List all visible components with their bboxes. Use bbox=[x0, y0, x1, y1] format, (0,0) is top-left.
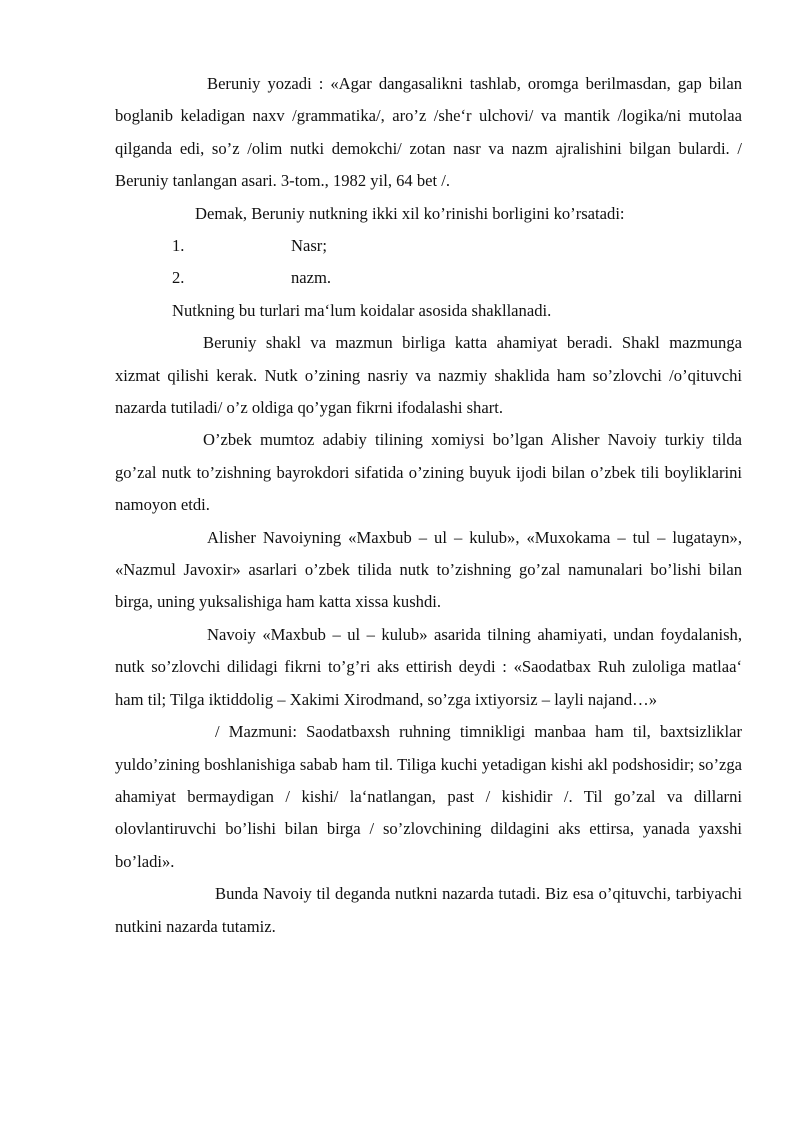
paragraph-shakl-mazmun: Beruniy shakl va mazmun birliga katta ahamiyat beradi. Shakl mazmunga xizmat qilishi kerak. Nutk o’zining nasriy va nazmiy shaklida ham so’zlovchi /o’qituvchi nazarda tutiladi/ o’z oldiga qo’ygan fikrni ifodalashi shart. bbox=[115, 333, 742, 418]
list-item-number: 2. bbox=[172, 268, 185, 288]
paragraph-ozbek-mumtoz: O’zbek mumtoz adabiy tilining xomiysi bo’lgan Alisher Navoiy turkiy tilda go’zal nutk to’zishning bayrokdori sifatida o’zining buyuk ijodi bilan o’zbek tili boyliklarini namoyon etdi. bbox=[115, 430, 742, 515]
list-item bbox=[115, 230, 742, 262]
paragraph-navoiy-asarlari: Alisher Navoiyning «Maxbub – ul – kulub», «Muxokama – tul – lugatayn», «Nazmul Javoxir» asarlari o’zbek tilida nutk to’zishning go’zal namunalari bo’lishi bilan birga, uning yuksalishiga ham katta xissa kushdi. bbox=[115, 527, 742, 612]
paragraph-bunda-navoiy: Bunda Navoiy til deganda nutkni nazarda tutadi. Biz esa o’qituvchi, tarbiyachi nutkini nazarda tutamiz. bbox=[115, 884, 742, 936]
list-item bbox=[115, 262, 742, 294]
paragraph-maxbub-ul-kulub: Navoiy «Maxbub – ul – kulub» asarida tilning ahamiyati, undan foydalanish, nutk so’zlovchi dilidagi fikrni to’g’ri aks ettirish deydi : «Saodatbax Ruh zuloliga matlaa‘ ham til; Tilga iktiddolig – Xakimi Xirodmand, so’zga ixtiyorsiz – layli najand…» bbox=[115, 624, 742, 709]
paragraph-demak: Demak, Beruniy nutkning ikki xil ko’rinishi borligini ko’rsatadi: bbox=[195, 203, 625, 223]
paragraph-nutk-turlari: Nutkning bu turlari ma‘lum koidalar asosida shakllanadi. bbox=[172, 300, 552, 320]
list-item-text: Nasr; bbox=[291, 236, 327, 256]
paragraph-mazmuni: / Mazmuni: Saodatbaxsh ruhning timnikligi manbaa ham til, baxtsizliklar yuldo’zining boshlanishiga sabab ham til. Tiliga kuchi yetadigan kishi akl podshosidir; so’zga ahamiyat bermaydigan / kishi/ la‘natlangan, past / kishidir /. Til go’zal va dillarni olovlantiruvchi bo’lishi bilan birga / so’zlovchining dildagini aks ettirsa, yanada yaxshi bo’ladi». bbox=[115, 722, 742, 871]
paragraph-beruniy-quote: Beruniy yozadi : «Agar dangasalikni tashlab, oromga berilmasdan, gap bilan boglanib keladigan naxv /grammatika/, aro’z /she‘r ulchovi/ va mantik /logika/ni mutolaa qilganda edi, so’z /olim nutki demokchi/ zotan nasr va nazm ajralishini bilgan bulardi. / Beruniy tanlangan asari. 3-tom., 1982 yil, 64 bet /. bbox=[115, 74, 742, 191]
list-item-text: nazm. bbox=[291, 268, 332, 288]
document-page bbox=[115, 68, 742, 943]
list-item-number: 1. bbox=[172, 236, 185, 256]
